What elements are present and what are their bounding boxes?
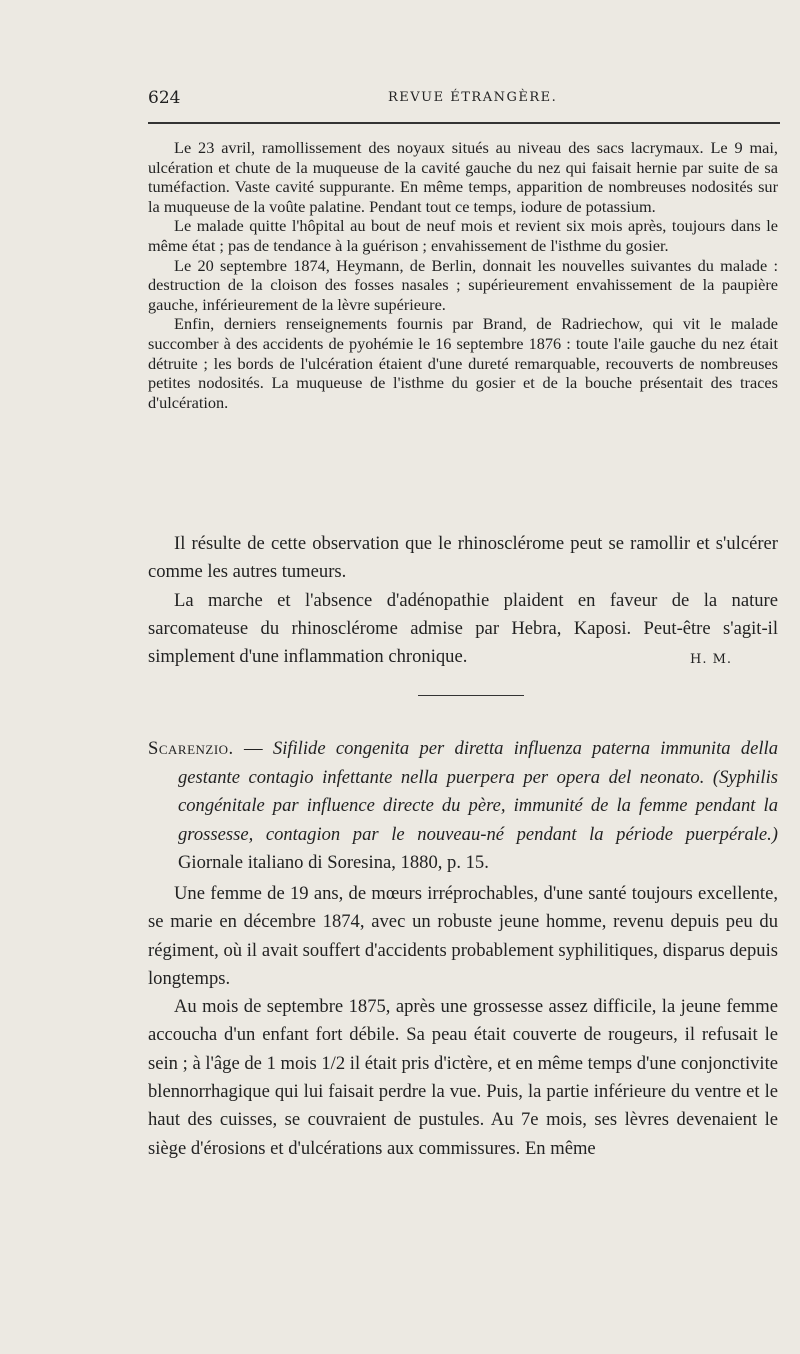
section-separator: [418, 695, 524, 696]
page-number: 624: [148, 88, 181, 108]
bibliographic-reference: [148, 735, 778, 878]
running-title: REVUE ÉTRANGÈRE.: [388, 90, 558, 105]
case-paragraph: Une femme de 19 ans, de mœurs irréprochables, d'une santé toujours excellente, se marie en décembre 1874, avec un robuste jeune homme, revenu depuis peu du régiment, où il avait souffert d'accidents probablement syphilitiques, disparus depuis longtemps.: [148, 883, 778, 989]
observation-paragraph: Enfin, derniers renseignements fournis par Brand, de Radriechow, qui vit le malade succomber à des accidents de pyohémie le 16 septembre 1876 : toute l'aile gauche du nez était détruite ; les bords de l'ulcération étaient d'une dureté remarquable, recouverts de nombreuses petites nodosités. La muqueuse de l'isthme du gosier et de la bouche présentait des traces d'ulcération.: [148, 314, 778, 412]
header-rule: [148, 122, 780, 124]
conclusion-paragraph: Il résulte de cette observation que le rhinosclérome peut se ramollir et s'ulcérer comme les autres tumeurs.: [148, 533, 778, 583]
reference-title: Sifilide congenita per diretta influenza paterna immunita della gestante contagio infettante nella puerpera per opera del neonato. (Syphilis congénitale par influence directe du père, immunité de la femme pendant la grossesse, contagion par le nouveau-né pendant la période puerpérale.): [178, 738, 779, 845]
reference-author: Scarenzio.: [148, 738, 234, 759]
reference-source: Giornale italiano di Soresina, 1880, p. 15.: [178, 852, 489, 873]
reference-dash: —: [233, 738, 273, 759]
observation-paragraph: Le 20 septembre 1874, Heymann, de Berlin, donnait les nouvelles suivantes du malade : destruction de la cloison des fosses nasales ; supérieurement envahissement de la paupière gauche, inférieurement de la lèvre supérieure.: [148, 255, 778, 314]
author-signature: H. M.: [690, 652, 733, 667]
case-block: [148, 880, 778, 1163]
case-paragraph: Au mois de septembre 1875, après une grossesse assez difficile, la jeune femme accoucha d'un enfant fort débile. Sa peau était couverte de rougeurs, il refusait le sein ; à l'âge de 1 mois 1/2 il était pris d'ictère, et en même temps d'une conjonctivite blennorrhagique qui lui faisait perdre la vue. Puis, la partie inférieure du ventre et le haut des cuisses, se couvraient de pustules. Au 7e mois, ses lèvres devenaient le siège d'érosions et d'ulcérations aux commissures. En même: [148, 996, 778, 1159]
conclusion-paragraph: La marche et l'absence d'adénopathie plaident en faveur de la nature sarcomateuse du rhinosclérome admise par Hebra, Kaposi. Peut-être s'agit-il simplement d'une inflammation chronique.: [148, 589, 778, 668]
observation-paragraph: Le malade quitte l'hôpital au bout de neuf mois et revient six mois après, toujours dans le même état ; pas de tendance à la guérison ; envahissement de l'isthme du gosier.: [148, 216, 778, 255]
conclusion-block: [148, 530, 778, 671]
page-header: [148, 88, 778, 112]
observation-paragraph: Le 23 avril, ramollissement des noyaux situés au niveau des sacs lacrymaux. Le 9 mai, ulcération et chute de la muqueuse de la cavité gauche du nez qui faisait hernie par suite de sa tuméfaction. Vaste cavité suppurante. En même temps, apparition de nombreuses nodosités sur la muqueuse de la voûte palatine. Pendant tout ce temps, iodure de potassium.: [148, 138, 778, 216]
observation-block: [148, 138, 778, 412]
